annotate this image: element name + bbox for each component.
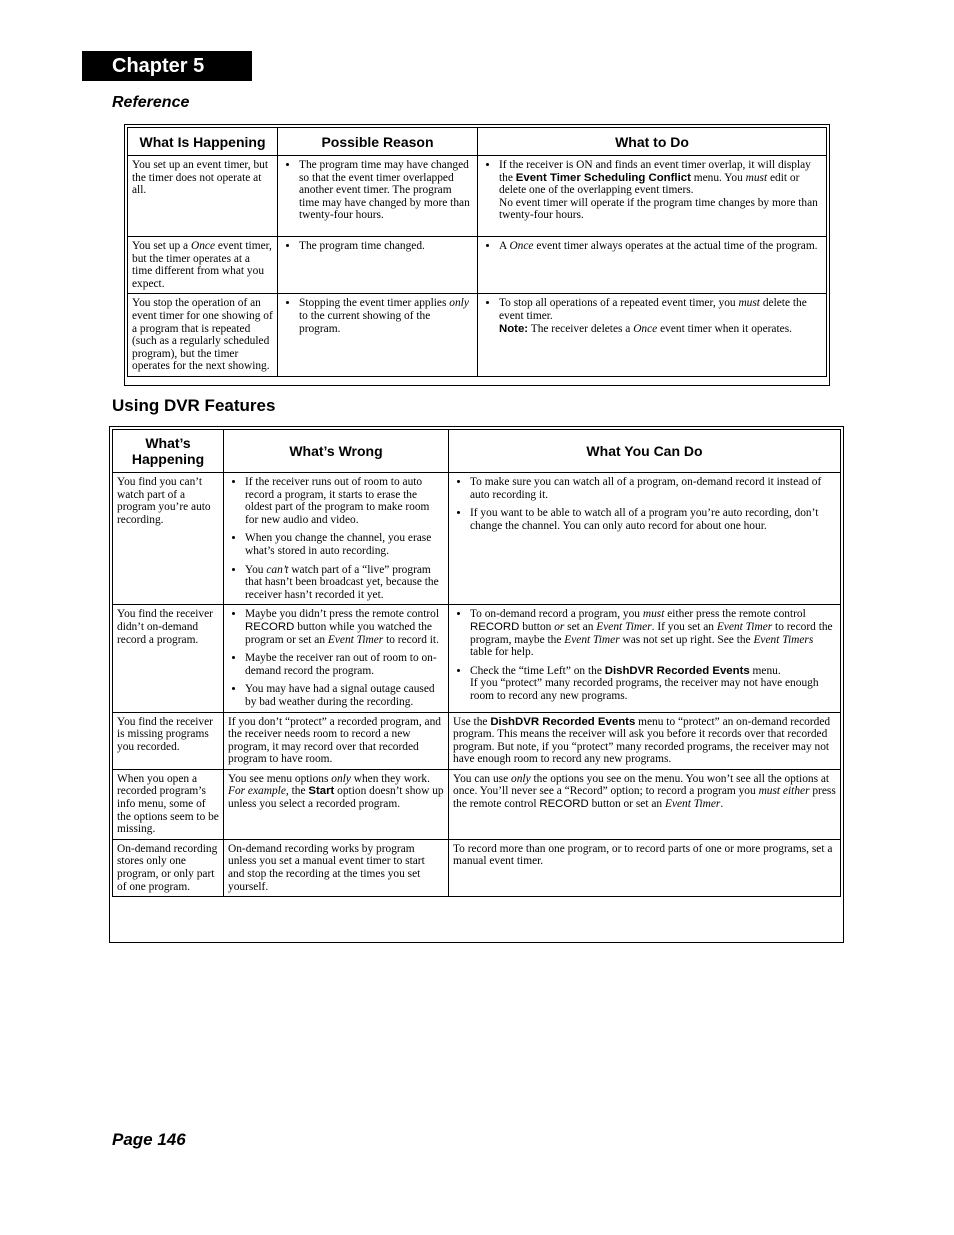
dvr-features-table [109, 426, 844, 943]
happening-cell: You find the receiver didn’t on-demand record a program. [113, 605, 224, 712]
todo-cell: • To on-demand record a program, you must either press the remote control RECORD button or set an Event Timer. If you set an Event Timer to record the program, maybe the Event Timer was not set up right. See the Event Timers table for help. • Check the “time Left” on the DishDVR Recorded Events menu. If you “protect” many recorded programs, the receiver may not have enough room to record any new programs. [449, 605, 841, 712]
todo-cell: You can use only the options you see on the menu. You won’t see all the options at once. You’ll never see a “Record” option; to record a program you must either press the remote control RECORD button or set an Event Timer. [449, 769, 841, 839]
todo-cell: Use the DishDVR Recorded Events menu to “protect” an on-demand recorded program. This means the receiver will ask you before it records over that recorded program. But note, if you “protect” many recorded programs, the receiver may not have enough room to record any new programs. [449, 712, 841, 769]
table-row [113, 473, 841, 605]
todo-cell: • If the receiver is ON and finds an event timer overlap, it will display the Event Timer Scheduling Conflict menu. You must edit or delete one of the overlapping event timers. No event timer will operate if the program time changes by more than twenty-four hours. [478, 156, 827, 237]
wrong-cell: • Maybe you didn’t press the remote control RECORD button while you watched the program or set an Event Timer to record it. • Maybe the receiver ran out of room to on-demand record the program. • You may have had a signal outage caused by bad weather during the recording. [224, 605, 449, 712]
todo-cell: • A Once event timer always operates at the actual time of the program. [478, 237, 827, 294]
chapter-banner [82, 51, 252, 81]
chapter-title: Chapter 5 [112, 55, 205, 77]
table-row [128, 237, 827, 294]
happening-cell: On-demand recording stores only one program, or only part of one program. [113, 839, 224, 896]
todo-cell: To record more than one program, or to record parts of one or more programs, set a manual event timer. [449, 839, 841, 896]
todo-cell: • To make sure you can watch all of a program, on-demand record it instead of auto recording it. • If you want to be able to watch all of a program you’re auto recording, don’t change the channel. You can only auto record for about one hour. [449, 473, 841, 605]
happening-cell: You set up an event timer, but the timer does not operate at all. [128, 156, 278, 237]
header-what-to-do: What to Do [478, 128, 827, 156]
todo-cell: • To stop all operations of a repeated event timer, you must delete the event timer. Note: The receiver deletes a Once event timer when it operates. [478, 294, 827, 377]
table-row [113, 839, 841, 896]
wrong-cell: • If the receiver runs out of room to auto record a program, it starts to erase the oldest part of the program to make room for new audio and video. • When you change the channel, you erase what’s stored in auto recording. • You can’t watch part of a “live” program that hasn’t been broadcast yet, because the receiver hasn’t recorded it yet. [224, 473, 449, 605]
table-row [113, 605, 841, 712]
table-row [113, 769, 841, 839]
happening-cell: You find the receiver is missing programs you recorded. [113, 712, 224, 769]
happening-cell: You stop the operation of an event timer for one showing of a program that is repeated (such as a regularly scheduled program), but the timer operates for the next showing. [128, 294, 278, 377]
section-heading-dvr: Using DVR Features [112, 396, 276, 415]
wrong-cell: You see menu options only when they work. For example, the Start option doesn’t show up unless you select a recorded program. [224, 769, 449, 839]
happening-cell: When you open a recorded program’s info menu, some of the options seem to be missing. [113, 769, 224, 839]
reason-cell: • Stopping the event timer applies only to the current showing of the program. [278, 294, 478, 377]
wrong-cell: On-demand recording works by program unless you set a manual event timer to start and stop the recording at the times you set yourself. [224, 839, 449, 896]
header-whats-wrong: What’s Wrong [224, 430, 449, 473]
table-row [128, 294, 827, 377]
happening-cell: You find you can’t watch part of a program you’re auto recording. [113, 473, 224, 605]
reason-cell: • The program time changed. [278, 237, 478, 294]
page-number: Page 146 [112, 1130, 186, 1149]
wrong-cell: If you don’t “protect” a recorded program, and the receiver needs room to record a new program, it may record over that recorded program to have room. [224, 712, 449, 769]
section-heading-reference: Reference [112, 94, 190, 111]
header-what-you-can-do: What You Can Do [449, 430, 841, 473]
event-timer-table [124, 124, 830, 386]
header-whats-happening: What’s Happening [113, 430, 224, 473]
header-what-is-happening: What Is Happening [128, 128, 278, 156]
header-possible-reason: Possible Reason [278, 128, 478, 156]
happening-cell: You set up a Once event timer, but the timer operates at a time different from what you expect. [128, 237, 278, 294]
reason-cell: • The program time may have changed so that the event timer overlapped another event timer. The program time may have changed by more than twenty-four hours. [278, 156, 478, 237]
table-row [128, 156, 827, 237]
table-row [113, 712, 841, 769]
